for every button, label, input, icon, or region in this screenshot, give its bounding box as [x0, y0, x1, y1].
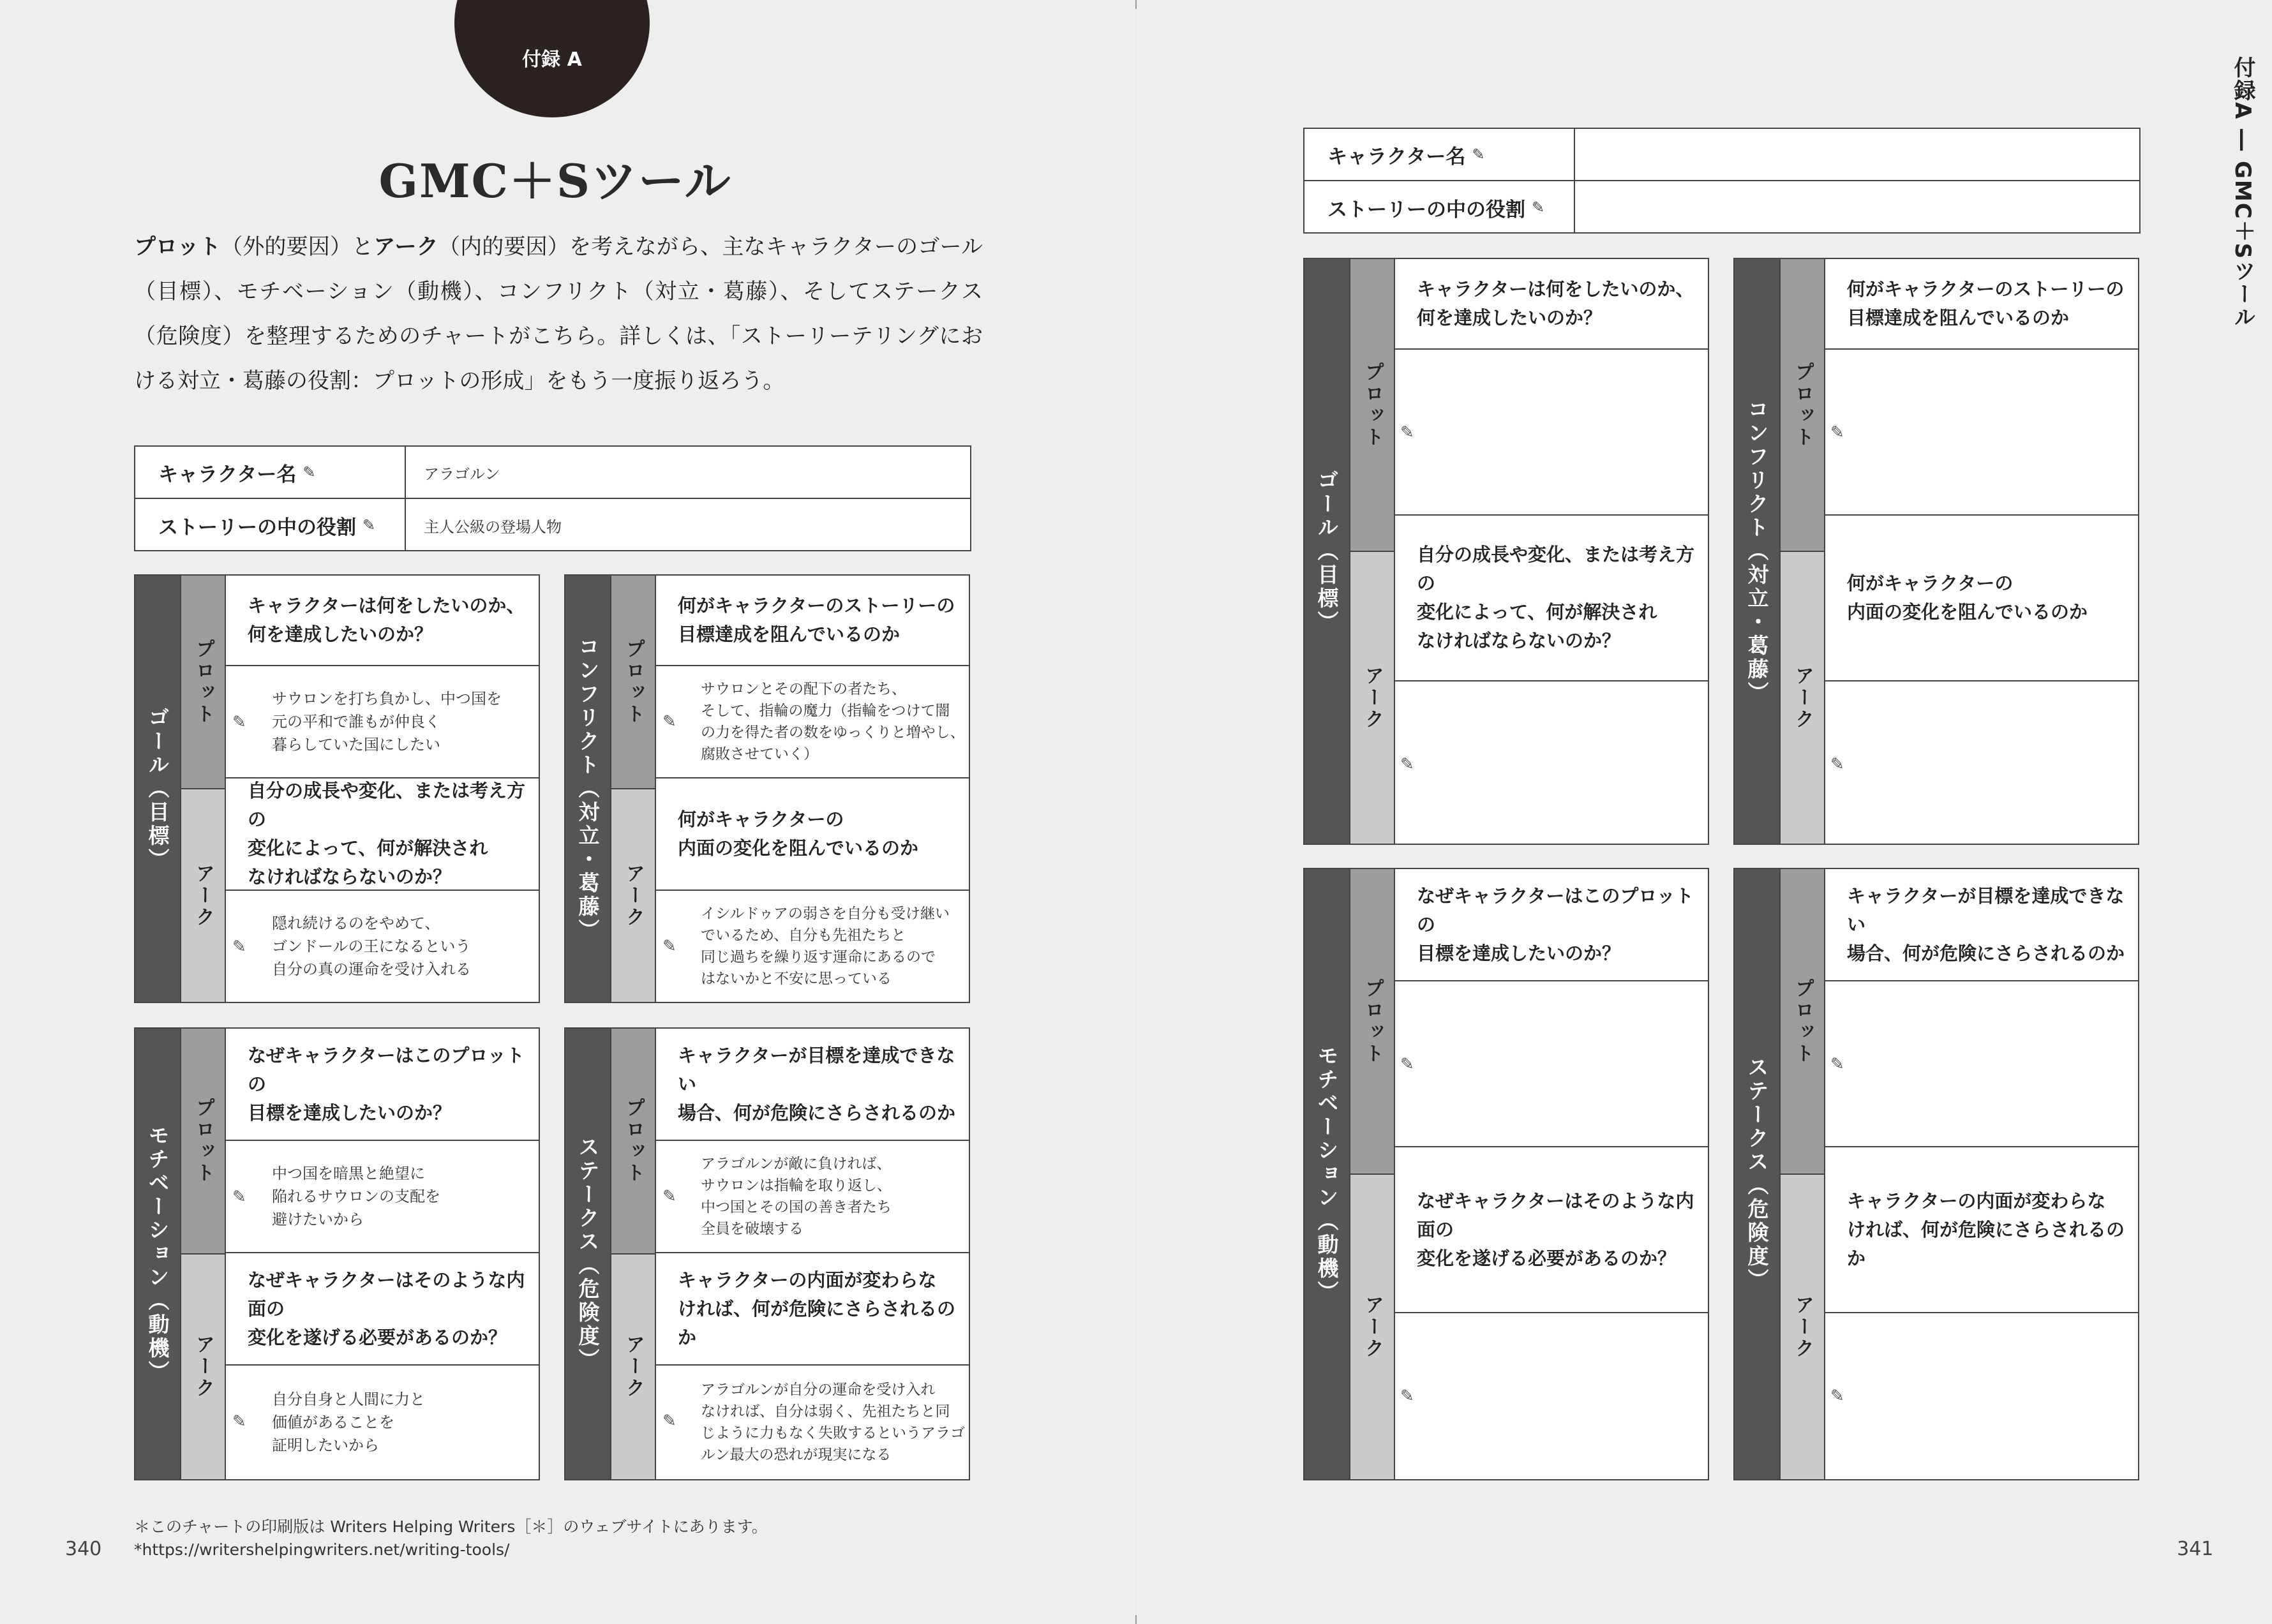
plot-question: キャラクターは何をしたいのか、 何を達成したいのか？	[226, 576, 539, 666]
pencil-icon: ✎	[1830, 755, 1844, 774]
category-label: コンフリクト（対立・葛藤）	[575, 635, 601, 942]
pencil-icon: ✎	[1400, 1387, 1414, 1406]
character-name-label: キャラクター名 ✎	[135, 447, 406, 498]
character-name-label: キャラクター名 ✎	[1304, 129, 1575, 180]
intro-paragraph: プロット（外的要因）とアーク（内的要因）を考えながら、主なキャラクターのゴール（目標）、モチベーション（動機）、コンフリクト（対立・葛藤）、そしてステークス（危険度）を整理するためのチャートがこちら。詳しくは、「ストーリーテリングにおける対立・葛藤の役割：プロットの形成」をもう一度振り返ろう。	[134, 234, 983, 394]
plot-question: なぜキャラクターはこのプロットの 目標を達成したいのか？	[1395, 869, 1708, 981]
pencil-icon: ✎	[362, 516, 376, 534]
pencil-icon: ✎	[1830, 1055, 1844, 1074]
plot-label: プロット	[1791, 361, 1814, 449]
arc-answer: ✎ アラゴルンが自分の運命を受け入れ なければ、自分は弱く、先祖たちと同 じように力もなく失敗するというアラゴ ルン最大の恐れが現実になる	[662, 1382, 965, 1463]
pencil-icon: ✎	[1532, 198, 1545, 216]
pencil-icon: ✎	[662, 1187, 676, 1206]
plot-answer-field[interactable]	[1825, 350, 2138, 516]
arc-label: アーク	[622, 1334, 645, 1399]
arc-question: 自分の成長や変化、または考え方の 変化によって、何が解決され なければならないのか？	[226, 778, 539, 891]
right-page	[1136, 0, 2272, 1624]
plot-label: プロット	[1791, 978, 1814, 1065]
category-label: ゴール（目標）	[145, 706, 170, 872]
appendix-badge: 付録 A	[454, 0, 650, 117]
pencil-icon: ✎	[232, 1188, 246, 1207]
arc-answer-field[interactable]	[1825, 1313, 2138, 1479]
pencil-icon: ✎	[1400, 1055, 1414, 1074]
plot-answer-field[interactable]	[1395, 350, 1708, 516]
arc-label: アーク	[1361, 665, 1384, 731]
role-label: ストーリーの中の役割 ✎	[135, 499, 406, 551]
arc-question: なぜキャラクターはそのような内面の 変化を遂げる必要があるのか？	[1395, 1147, 1708, 1313]
plot-label: プロット	[622, 638, 645, 726]
blank-card-motivation	[1303, 868, 1709, 1480]
pencil-icon: ✎	[662, 937, 676, 956]
arc-label: アーク	[1361, 1294, 1384, 1360]
category-label: コンフリクト（対立・葛藤）	[1744, 398, 1770, 705]
pencil-icon: ✎	[1830, 423, 1844, 442]
category-label: モチベーション（動機）	[1314, 1044, 1340, 1304]
plot-answer: ✎ サウロンとその配下の者たち、 そして、指輪の魔力（指輪をつけて闇 の力を得た者の数をゆっくりと増やし、 腐敗させていく）	[656, 666, 969, 778]
pencil-icon: ✎	[1400, 423, 1414, 442]
arc-answer: ✎ イシルドゥアの弱さを自分も受け継い でいるため、自分も先祖たちと 同じ過ちを繰り返す運命にあるので はないかと不安に思っている	[662, 905, 950, 987]
plot-label: プロット	[1361, 361, 1384, 449]
arc-answer-field[interactable]	[1395, 682, 1708, 844]
arc-answer-field[interactable]	[1395, 1313, 1708, 1479]
running-header: 付録A ― GMC＋Sツール	[2230, 56, 2255, 329]
plot-answer-field[interactable]	[1825, 981, 2138, 1147]
pencil-icon: ✎	[232, 713, 246, 732]
plot-label: プロット	[192, 638, 214, 726]
pencil-icon: ✎	[303, 463, 316, 481]
gmcs-card-goal	[134, 574, 540, 1003]
plot-answer: ✎ サウロンを打ち負かし、中つ国を 元の平和で誰もが仲良く 暮らしていた国にしたい	[226, 666, 539, 778]
plot-question: キャラクターが目標を達成できない 場合、何が危険にさらされるのか	[1825, 869, 2138, 981]
plot-label: プロット	[1361, 978, 1384, 1065]
arc-label: アーク	[622, 863, 645, 928]
blank-card-goal	[1303, 258, 1709, 845]
arc-label: アーク	[192, 1334, 214, 1399]
plot-question: キャラクターが目標を達成できない 場合、何が危険にさらされるのか	[656, 1029, 969, 1141]
character-name-field[interactable]	[1575, 129, 1593, 180]
category-label: モチベーション（動機）	[145, 1124, 170, 1384]
plot-question: 何がキャラクターのストーリーの 目標達成を阻んでいるのか	[1825, 259, 2138, 350]
page-number: 341	[2177, 1538, 2214, 1560]
arc-question: 自分の成長や変化、または考え方の 変化によって、何が解決され なければならないのか？	[1395, 516, 1708, 682]
page-title: GMC＋Sツール	[378, 154, 732, 208]
gmcs-card-motivation	[134, 1027, 540, 1480]
arc-label: アーク	[1791, 1294, 1814, 1360]
role-field[interactable]	[1575, 181, 1593, 234]
arc-question: 何がキャラクターの 内面の変化を阻んでいるのか	[656, 778, 969, 891]
plot-question: なぜキャラクターはこのプロットの 目標を達成したいのか？	[226, 1029, 539, 1141]
pencil-icon: ✎	[662, 1412, 676, 1431]
role-value: 主人公級の登場人物	[424, 518, 562, 536]
arc-question: なぜキャラクターはそのような内面の 変化を遂げる必要があるのか？	[226, 1253, 539, 1366]
arc-label: アーク	[192, 863, 214, 928]
pencil-icon: ✎	[662, 712, 676, 731]
arc-answer-field[interactable]	[1825, 682, 2138, 844]
arc-answer: ✎ 自分自身と人間に力と 価値があることを 証明したいから	[232, 1390, 425, 1454]
category-label: ステークス（危険度）	[575, 1136, 601, 1372]
role-label: ストーリーの中の役割 ✎	[1304, 181, 1575, 234]
pencil-icon: ✎	[1830, 1387, 1844, 1406]
character-info-table	[1303, 128, 2141, 234]
footnote: ＊このチャートの印刷版は Writers Helping Writers［＊］のウェブサイトにあります。 *https://writershelpingwriters.net/writing-tools/	[134, 1517, 768, 1559]
plot-question: 何がキャラクターのストーリーの 目標達成を阻んでいるのか	[656, 576, 969, 666]
blank-card-conflict	[1733, 258, 2139, 845]
page-number: 340	[65, 1538, 102, 1560]
category-label: ステークス（危険度）	[1744, 1056, 1770, 1292]
arc-question: キャラクターの内面が変わらな ければ、何が危険にさらされるのか	[656, 1253, 969, 1366]
plot-answer-field[interactable]	[1395, 981, 1708, 1147]
plot-label: プロット	[622, 1098, 645, 1184]
gmcs-card-stakes	[564, 1027, 970, 1480]
character-info-table	[134, 445, 971, 551]
pencil-icon: ✎	[232, 937, 246, 957]
character-name-value: アラゴルン	[424, 465, 500, 483]
arc-answer: ✎ 隠れ続けるのをやめて、 ゴンドールの王になるという 自分の真の運命を受け入れる	[232, 914, 471, 978]
plot-question: キャラクターは何をしたいのか、 何を達成したいのか？	[1395, 259, 1708, 350]
plot-answer: ✎ 中つ国を暗黒と絶望に 陥れるサウロンの支配を 避けたいから	[226, 1141, 539, 1253]
pencil-icon: ✎	[232, 1412, 246, 1431]
gmcs-card-conflict	[564, 574, 970, 1003]
plot-label: プロット	[192, 1098, 214, 1184]
arc-question: キャラクターの内面が変わらな ければ、何が危険にさらされるのか	[1825, 1147, 2138, 1313]
plot-answer: ✎ アラゴルンが敵に負ければ、 サウロンは指輪を取り返し、 中つ国とその国の善き者たち 全員を破壊する	[656, 1141, 969, 1253]
arc-label: アーク	[1791, 665, 1814, 731]
blank-card-stakes	[1733, 868, 2139, 1480]
category-label: ゴール（目標）	[1314, 468, 1340, 634]
pencil-icon: ✎	[1400, 755, 1414, 774]
arc-question: 何がキャラクターの 内面の変化を阻んでいるのか	[1825, 516, 2138, 682]
pencil-icon: ✎	[1472, 145, 1485, 163]
